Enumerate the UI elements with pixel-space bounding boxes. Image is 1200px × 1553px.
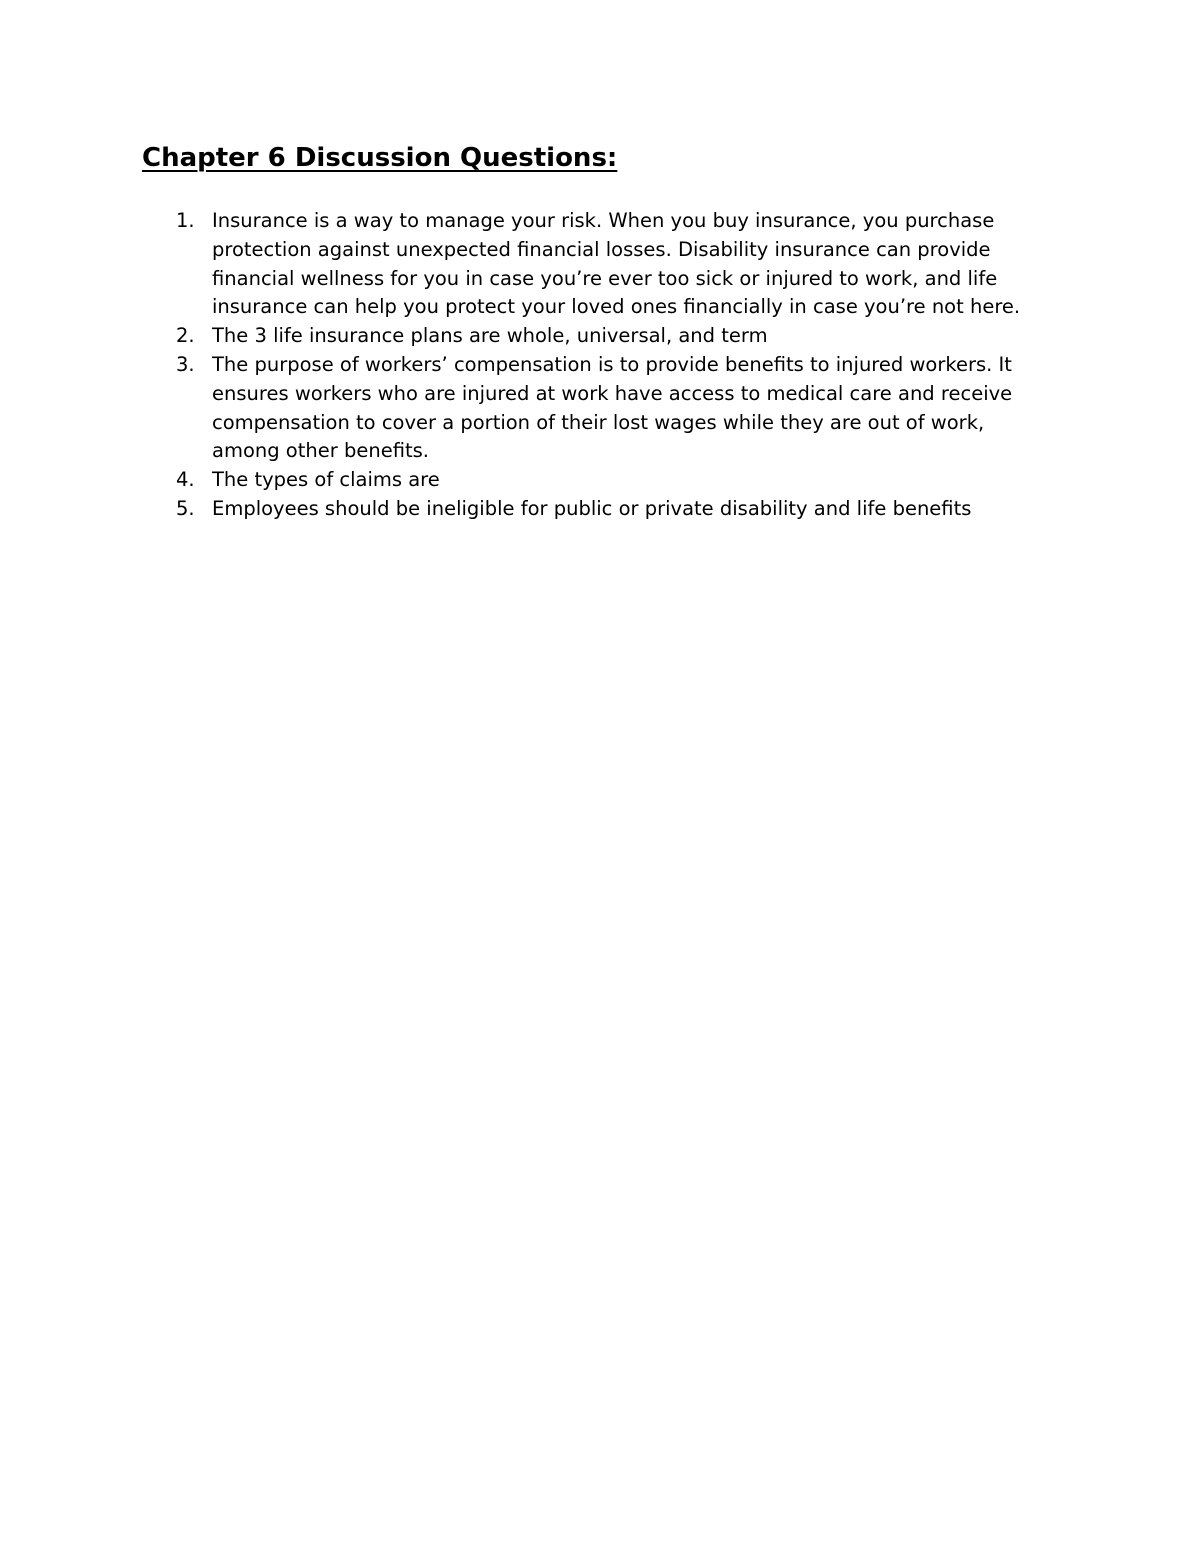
list-item-text: Employees should be ineligible for public or private disability and life benefits bbox=[212, 496, 972, 520]
list-item bbox=[172, 207, 1052, 322]
list-item-number: 3. bbox=[176, 352, 195, 376]
list-item-number: 5. bbox=[176, 496, 195, 520]
list-item bbox=[172, 351, 1052, 466]
list-item bbox=[172, 466, 1052, 495]
list-item-number: 2. bbox=[176, 324, 195, 348]
list-item-number: 4. bbox=[176, 468, 195, 492]
list-item-text: The types of claims are bbox=[212, 468, 440, 492]
list-item-number: 1. bbox=[176, 209, 195, 232]
list-item-text: Insurance is a way to manage your risk. When you buy insurance, you purchase protection against unexpected financial losses. Disability insurance can provide financial wellness for you in case you’re ever too sick or injured to work, and life insurance can help you protect your loved ones financially in case you’re not here. bbox=[212, 209, 1021, 319]
page-title: Chapter 6 Discussion Questions: bbox=[142, 143, 618, 173]
discussion-list bbox=[172, 207, 1052, 524]
list-item bbox=[172, 322, 1052, 351]
list-item bbox=[172, 495, 1052, 524]
list-item-text: The 3 life insurance plans are whole, universal, and term bbox=[212, 324, 768, 348]
list-item-text: The purpose of workers’ compensation is to provide benefits to injured workers. It ensures workers who are injured at work have access to medical care and receive compensation to cover a portion of their lost wages while they are out of work, among other benefits. bbox=[212, 352, 1013, 463]
